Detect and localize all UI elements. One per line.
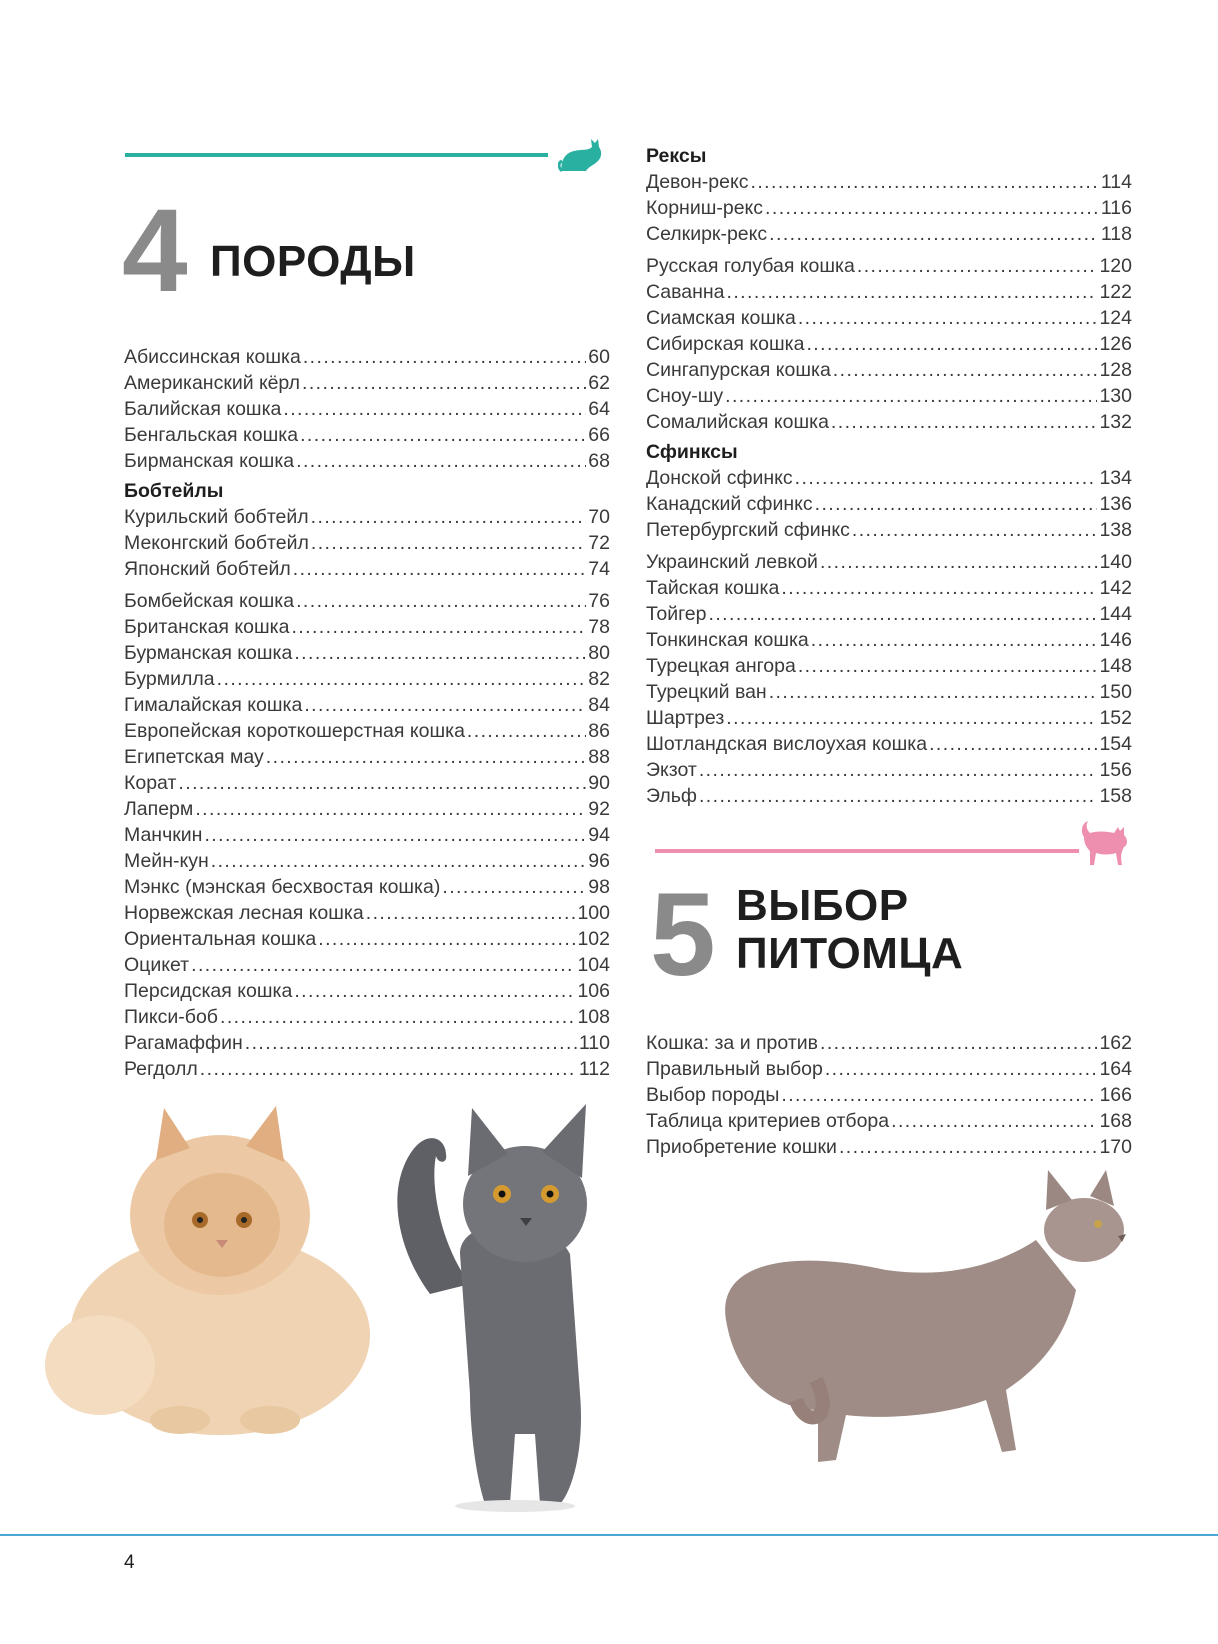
munchkin-cat-photo bbox=[706, 1170, 1146, 1490]
toc-entry-title: Балийская кошка bbox=[124, 398, 282, 420]
toc-entry bbox=[646, 705, 1132, 731]
toc-leader-dots bbox=[245, 1030, 577, 1056]
toc-entry bbox=[124, 718, 610, 744]
footer-line bbox=[0, 1534, 1218, 1536]
toc-leader-dots bbox=[311, 530, 586, 556]
toc-leader-dots bbox=[211, 848, 587, 874]
toc-leader-dots bbox=[820, 1030, 1097, 1056]
toc-leader-dots bbox=[300, 422, 586, 448]
toc-leader-dots bbox=[283, 396, 586, 422]
toc-entry bbox=[646, 731, 1132, 757]
toc-entry bbox=[646, 253, 1132, 279]
toc-entry bbox=[646, 195, 1132, 221]
toc-entry bbox=[646, 549, 1132, 575]
toc-leader-dots bbox=[217, 666, 587, 692]
toc-entry-page: 82 bbox=[588, 668, 610, 690]
toc-entry-page: 68 bbox=[588, 450, 610, 472]
toc-entry-page: 156 bbox=[1099, 759, 1132, 781]
toc-leader-dots bbox=[725, 383, 1097, 409]
toc-entry-title: Сибирская кошка bbox=[646, 333, 805, 355]
toc-entry-page: 150 bbox=[1099, 681, 1132, 703]
toc-leader-dots bbox=[852, 517, 1098, 543]
toc-entry bbox=[124, 926, 610, 952]
toc-entry bbox=[646, 383, 1132, 409]
toc-leader-dots bbox=[699, 757, 1098, 783]
toc-entry bbox=[124, 1004, 610, 1030]
toc-entry-title: Оцикет bbox=[124, 954, 190, 976]
toc-entry bbox=[124, 396, 610, 422]
toc-entry bbox=[646, 517, 1132, 543]
chapter5-rule bbox=[655, 849, 1079, 853]
toc-leader-dots bbox=[857, 253, 1098, 279]
toc-leader-dots bbox=[769, 679, 1098, 705]
toc-entry bbox=[646, 1108, 1132, 1134]
toc-entry-title: Европейская короткошерстная кошка bbox=[124, 720, 465, 742]
toc-entry bbox=[646, 279, 1132, 305]
toc-entry-page: 78 bbox=[588, 616, 610, 638]
toc-entry-title: Украинский левкой bbox=[646, 551, 818, 573]
toc-leader-dots bbox=[831, 409, 1098, 435]
toc-entry-title: Бурмилла bbox=[124, 668, 215, 690]
toc-entry bbox=[124, 556, 610, 582]
toc-leader-dots bbox=[200, 1056, 577, 1082]
toc-entry bbox=[124, 422, 610, 448]
toc-entry bbox=[124, 900, 610, 926]
toc-entry bbox=[646, 491, 1132, 517]
toc-leader-dots bbox=[366, 900, 576, 926]
page-number: 4 bbox=[124, 1552, 135, 1573]
toc-entry-page: 164 bbox=[1099, 1058, 1132, 1080]
chapter5-number: 5 bbox=[650, 869, 716, 1001]
chapter5-title-line2: ПИТОМЦА bbox=[736, 929, 964, 978]
toc-entry-title: Тонкинская кошка bbox=[646, 629, 809, 651]
toc-entry bbox=[646, 409, 1132, 435]
toc-heading-bobtails: Бобтейлы bbox=[124, 480, 224, 502]
toc-entry-page: 124 bbox=[1099, 307, 1132, 329]
toc-entry-title: Курильский бобтейл bbox=[124, 506, 309, 528]
toc-entry bbox=[646, 357, 1132, 383]
toc-entry-title: Сингапурская кошка bbox=[646, 359, 831, 381]
toc-entry bbox=[124, 504, 610, 530]
toc-entry-title: Тайская кошка bbox=[646, 577, 780, 599]
toc-entry-title: Саванна bbox=[646, 281, 725, 303]
toc-entry bbox=[124, 530, 610, 556]
toc-entry-title: Кошка: за и против bbox=[646, 1032, 819, 1054]
toc-entry bbox=[646, 1134, 1132, 1160]
toc-leader-dots bbox=[798, 305, 1098, 331]
toc-entry-title: Донской сфинкс bbox=[646, 467, 793, 489]
chapter4-title: ПОРОДЫ bbox=[210, 237, 416, 286]
toc-entry bbox=[124, 1056, 610, 1082]
toc-entry-title: Мейн-кун bbox=[124, 850, 209, 872]
toc-leader-dots bbox=[304, 692, 586, 718]
toc-entry-title: Бенгальская кошка bbox=[124, 424, 299, 446]
toc-leader-dots bbox=[929, 731, 1097, 757]
toc-entry-page: 132 bbox=[1099, 411, 1132, 433]
toc-entry-title: Тойгер bbox=[646, 603, 707, 625]
toc-chapter5 bbox=[646, 1030, 1132, 1160]
toc-entry-title: Меконгский бобтейл bbox=[124, 532, 309, 554]
toc-entry-page: 100 bbox=[577, 902, 610, 924]
toc-entry-title: Ориентальная кошка bbox=[124, 928, 317, 950]
toc-entry bbox=[646, 1030, 1132, 1056]
toc-entry-page: 70 bbox=[588, 506, 610, 528]
toc-entry-page: 162 bbox=[1099, 1032, 1132, 1054]
toc-entry-title: Корат bbox=[124, 772, 177, 794]
toc-leader-dots bbox=[769, 221, 1099, 247]
toc-entry bbox=[646, 1056, 1132, 1082]
toc-entry bbox=[124, 640, 610, 666]
toc-entry-title: Правильный выбор bbox=[646, 1058, 823, 1080]
toc-entry-title: Лаперм bbox=[124, 798, 194, 820]
toc-entry bbox=[124, 978, 610, 1004]
toc-right-column bbox=[646, 139, 1132, 809]
british-shorthair-photo bbox=[390, 1094, 640, 1514]
toc-entry-page: 140 bbox=[1099, 551, 1132, 573]
toc-leader-dots bbox=[839, 1134, 1097, 1160]
toc-entry-page: 126 bbox=[1099, 333, 1132, 355]
toc-leader-dots bbox=[296, 448, 586, 474]
toc-entry-page: 108 bbox=[577, 1006, 610, 1028]
toc-entry bbox=[646, 757, 1132, 783]
toc-entry-page: 104 bbox=[577, 954, 610, 976]
persian-cat-photo bbox=[40, 1100, 390, 1445]
toc-leader-dots bbox=[833, 357, 1098, 383]
toc-entry-title: Бурманская кошка bbox=[124, 642, 293, 664]
toc-entry-title: Рагамаффин bbox=[124, 1032, 243, 1054]
toc-entry-title: Экзот bbox=[646, 759, 697, 781]
toc-entry-page: 74 bbox=[588, 558, 610, 580]
toc-leader-dots bbox=[726, 705, 1097, 731]
toc-leader-dots bbox=[204, 822, 586, 848]
toc-entry bbox=[646, 653, 1132, 679]
toc-leader-dots bbox=[806, 331, 1097, 357]
toc-leader-dots bbox=[820, 549, 1098, 575]
toc-entry-title: Абиссинская кошка bbox=[124, 346, 301, 368]
sitting-cat-icon bbox=[558, 133, 608, 173]
toc-entry-title: Египетская мау bbox=[124, 746, 264, 768]
toc-leader-dots bbox=[195, 796, 586, 822]
toc-leader-dots bbox=[781, 1082, 1097, 1108]
toc-entry-page: 170 bbox=[1099, 1136, 1132, 1158]
toc-entry-title: Британская кошка bbox=[124, 616, 290, 638]
toc-entry-title: Бомбейская кошка bbox=[124, 590, 295, 612]
toc-leader-dots bbox=[442, 874, 586, 900]
toc-leader-dots bbox=[266, 744, 587, 770]
toc-entry-page: 72 bbox=[588, 532, 610, 554]
toc-entry bbox=[646, 221, 1132, 247]
toc-entry-page: 120 bbox=[1099, 255, 1132, 277]
toc-entry-title: Сиамская кошка bbox=[646, 307, 796, 329]
toc-entry-page: 144 bbox=[1099, 603, 1132, 625]
toc-entry-title: Манчкин bbox=[124, 824, 203, 846]
toc-entry-title: Эльф bbox=[646, 785, 697, 807]
toc-entry-page: 146 bbox=[1099, 629, 1132, 651]
toc-leader-dots bbox=[302, 370, 586, 396]
toc-entry-title: Японский бобтейл bbox=[124, 558, 291, 580]
toc-entry-page: 66 bbox=[588, 424, 610, 446]
toc-entry-page: 166 bbox=[1099, 1084, 1132, 1106]
toc-entry-title: Бирманская кошка bbox=[124, 450, 295, 472]
toc-entry-page: 116 bbox=[1100, 197, 1132, 219]
toc-entry bbox=[124, 448, 610, 474]
toc-entry bbox=[646, 331, 1132, 357]
toc-entry bbox=[124, 848, 610, 874]
toc-entry-page: 142 bbox=[1099, 577, 1132, 599]
toc-leader-dots bbox=[311, 504, 587, 530]
toc-entry-page: 158 bbox=[1099, 785, 1132, 807]
toc-leader-dots bbox=[815, 491, 1098, 517]
toc-entry-title: Турецкая ангора bbox=[646, 655, 796, 677]
toc-entry-title: Девон-рекс bbox=[646, 171, 749, 193]
toc-entry-page: 90 bbox=[588, 772, 610, 794]
toc-entry-page: 138 bbox=[1099, 519, 1132, 541]
toc-entry-page: 92 bbox=[588, 798, 610, 820]
chapter4-number: 4 bbox=[122, 185, 188, 317]
toc-entry bbox=[124, 744, 610, 770]
toc-leader-dots bbox=[795, 465, 1098, 491]
toc-leader-dots bbox=[296, 588, 586, 614]
chapter4-rule bbox=[125, 153, 548, 157]
toc-entry-page: 80 bbox=[588, 642, 610, 664]
toc-leader-dots bbox=[811, 627, 1098, 653]
toc-entry bbox=[646, 679, 1132, 705]
toc-entry-title: Норвежская лесная кошка bbox=[124, 902, 364, 924]
toc-entry-title: Гималайская кошка bbox=[124, 694, 303, 716]
toc-entry-page: 114 bbox=[1100, 171, 1132, 193]
toc-leader-dots bbox=[765, 195, 1099, 221]
toc-leader-dots bbox=[825, 1056, 1098, 1082]
toc-leader-dots bbox=[727, 279, 1098, 305]
walking-cat-icon bbox=[1076, 815, 1134, 867]
toc-entry-page: 110 bbox=[578, 1032, 610, 1054]
toc-entry-page: 98 bbox=[588, 876, 610, 898]
toc-entry-page: 134 bbox=[1099, 467, 1132, 489]
toc-entry bbox=[124, 666, 610, 692]
chapter5-title-line1: ВЫБОР bbox=[736, 881, 909, 930]
toc-entry-page: 136 bbox=[1099, 493, 1132, 515]
toc-entry-title: Мэнкс (мэнская бесхвостая кошка) bbox=[124, 876, 441, 898]
toc-entry-page: 84 bbox=[588, 694, 610, 716]
toc-entry-title: Пикси-боб bbox=[124, 1006, 218, 1028]
toc-entry bbox=[124, 692, 610, 718]
toc-leader-dots bbox=[303, 344, 586, 370]
toc-entry bbox=[124, 952, 610, 978]
toc-entry bbox=[646, 575, 1132, 601]
toc-entry-title: Сомалийская кошка bbox=[646, 411, 829, 433]
toc-entry bbox=[124, 370, 610, 396]
toc-leader-dots bbox=[699, 783, 1098, 809]
toc-entry-page: 102 bbox=[577, 928, 610, 950]
toc-entry-title: Шартрез bbox=[646, 707, 725, 729]
toc-entry bbox=[646, 305, 1132, 331]
toc-entry bbox=[124, 822, 610, 848]
toc-entry-page: 106 bbox=[577, 980, 610, 1002]
toc-entry-page: 148 bbox=[1099, 655, 1132, 677]
toc-leader-dots bbox=[293, 556, 587, 582]
toc-entry-title: Шотландская вислоухая кошка bbox=[646, 733, 928, 755]
toc-entry-page: 112 bbox=[578, 1058, 610, 1080]
toc-entry-page: 118 bbox=[1100, 223, 1132, 245]
toc-entry bbox=[646, 627, 1132, 653]
toc-entry-page: 152 bbox=[1099, 707, 1132, 729]
toc-entry-page: 76 bbox=[588, 590, 610, 612]
toc-heading-rexes: Рексы bbox=[646, 145, 707, 167]
toc-entry-page: 64 bbox=[588, 398, 610, 420]
toc-leader-dots bbox=[781, 575, 1097, 601]
toc-leader-dots bbox=[294, 978, 575, 1004]
toc-entry-title: Петербургский сфинкс bbox=[646, 519, 850, 541]
toc-entry bbox=[124, 588, 610, 614]
toc-entry-title: Русская голубая кошка bbox=[646, 255, 855, 277]
toc-entry-page: 122 bbox=[1099, 281, 1132, 303]
toc-entry-page: 86 bbox=[588, 720, 610, 742]
toc-entry bbox=[124, 796, 610, 822]
toc-heading-sphynx: Сфинксы bbox=[646, 441, 738, 463]
toc-leader-dots bbox=[294, 640, 586, 666]
toc-entry-page: 130 bbox=[1099, 385, 1132, 407]
toc-entry bbox=[124, 770, 610, 796]
toc-entry bbox=[646, 1082, 1132, 1108]
toc-left-column bbox=[124, 344, 610, 1082]
toc-entry-title: Турецкий ван bbox=[646, 681, 767, 703]
toc-entry-page: 154 bbox=[1099, 733, 1132, 755]
toc-entry-title: Регдолл bbox=[124, 1058, 198, 1080]
toc-entry bbox=[124, 874, 610, 900]
toc-entry bbox=[124, 614, 610, 640]
toc-entry bbox=[646, 783, 1132, 809]
toc-entry-page: 128 bbox=[1099, 359, 1132, 381]
toc-leader-dots bbox=[467, 718, 586, 744]
toc-leader-dots bbox=[751, 169, 1099, 195]
toc-entry-page: 88 bbox=[588, 746, 610, 768]
toc-entry-title: Канадский сфинкс bbox=[646, 493, 813, 515]
toc-leader-dots bbox=[220, 1004, 575, 1030]
toc-entry-title: Таблица критериев отбора bbox=[646, 1110, 890, 1132]
toc-entry-page: 60 bbox=[588, 346, 610, 368]
toc-entry-page: 96 bbox=[588, 850, 610, 872]
toc-entry-title: Американский кёрл bbox=[124, 372, 300, 394]
toc-entry-title: Селкирк-рекс bbox=[646, 223, 768, 245]
toc-entry-page: 62 bbox=[588, 372, 610, 394]
toc-entry bbox=[124, 1030, 610, 1056]
toc-entry bbox=[646, 169, 1132, 195]
toc-leader-dots bbox=[798, 653, 1098, 679]
toc-entry bbox=[124, 344, 610, 370]
toc-entry bbox=[646, 465, 1132, 491]
toc-entry-title: Сноу-шу bbox=[646, 385, 724, 407]
toc-entry-page: 168 bbox=[1099, 1110, 1132, 1132]
toc-entry-title: Персидская кошка bbox=[124, 980, 293, 1002]
toc-entry bbox=[646, 601, 1132, 627]
toc-entry-page: 94 bbox=[588, 824, 610, 846]
toc-entry-title: Выбор породы bbox=[646, 1084, 780, 1106]
toc-entry-title: Приобретение кошки bbox=[646, 1136, 837, 1158]
toc-leader-dots bbox=[318, 926, 575, 952]
toc-leader-dots bbox=[191, 952, 575, 978]
toc-entry-title: Корниш-рекс bbox=[646, 197, 764, 219]
toc-leader-dots bbox=[178, 770, 586, 796]
toc-leader-dots bbox=[709, 601, 1098, 627]
toc-leader-dots bbox=[291, 614, 586, 640]
toc-leader-dots bbox=[891, 1108, 1097, 1134]
